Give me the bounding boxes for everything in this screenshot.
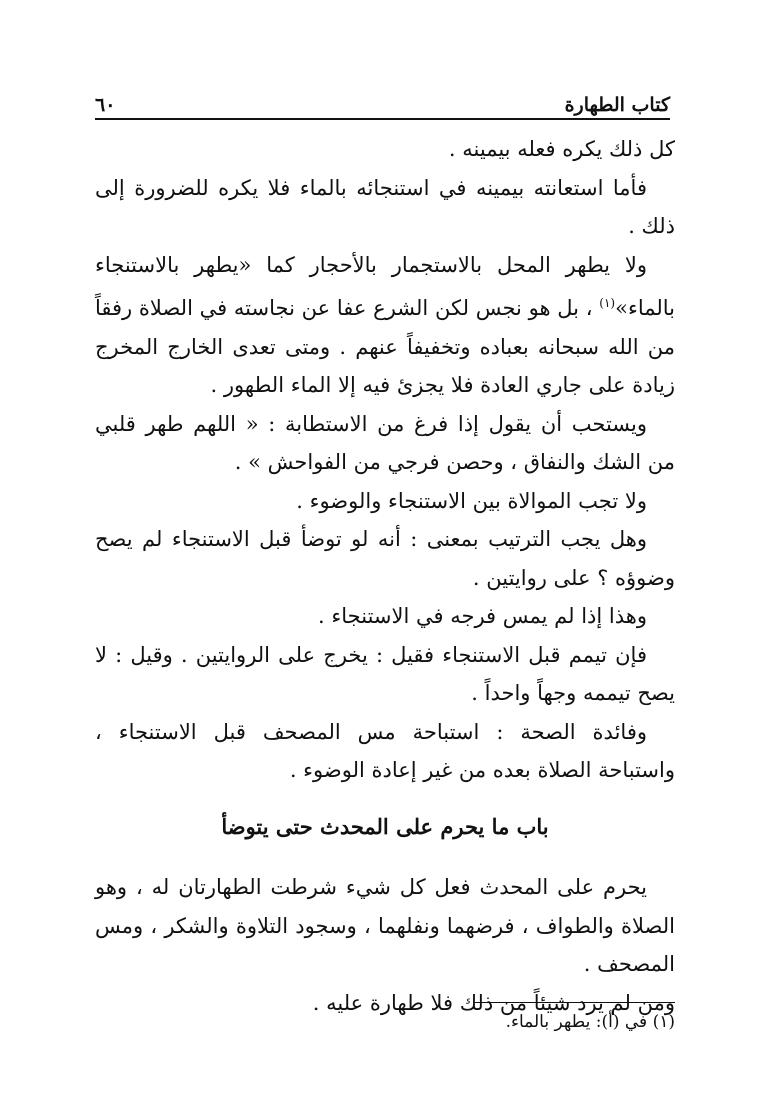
page-number: ٦٠: [95, 94, 116, 116]
paragraph: وهل يجب الترتيب بمعنى : أنه لو توضأ قبل الاستنجاء لم يصح وضوؤه ؟ على روايتين .: [95, 527, 675, 590]
main-text: [95, 130, 675, 1022]
paragraph: وهذا إذا لم يمس فرجه في الاستنجاء .: [318, 604, 647, 628]
page-header: [95, 82, 670, 120]
footnote-reference: (١): [599, 296, 616, 310]
paragraph: ولا تجب الموالاة بين الاستنجاء والوضوء .: [296, 488, 647, 513]
paragraph: فأما استعانته بيمينه في استنجائه بالماء فلا يكره للضرورة إلى ذلك .: [95, 175, 675, 238]
section-heading: باب ما يحرم على المحدث حتى يتوضأ: [221, 813, 549, 839]
paragraph: وفائدة الصحة : استباحة مس المصحف قبل الاستنجاء ، واستباحة الصلاة بعده من غير إعادة الوضوء .: [95, 719, 675, 782]
paragraph-text: ولا يطهر المحل بالاستجمار بالأحجار كما «يطهر بالاستنجاء بالماء»: [95, 252, 675, 320]
paragraph: ويستحب أن يقول إذا فرغ من الاستطابة : « اللهم طهر قلبي من الشك والنفاق ، وحصن فرجي من الفواحش » .: [95, 411, 675, 474]
paragraph-text: ، بل هو نجس لكن الشرع عفا عن نجاسته في الصلاة رفقاً من الله سبحانه بعباده وتخفيفاً عنهم . ومتى تعدى الخارج المخرج زيادة على جاري العادة فلا يجزئ فيه إلا الماء الطهور .: [95, 296, 675, 397]
footnote-divider: [475, 1002, 675, 1003]
paragraph: يحرم على المحدث فعل كل شيء شرطت الطهارتان له ، وهو الصلاة والطواف ، فرضهما ونفلهما ، وسجود التلاوة والشكر ، ومس المصحف .: [95, 875, 675, 976]
footnote: (١) في (أ): يطهر بالماء.: [505, 1012, 675, 1032]
paragraph: كل ذلك يكره فعله بيمينه .: [448, 137, 675, 161]
paragraph-with-footnote: [95, 246, 675, 405]
paragraph: ومن لم يرد شيئاً من ذلك فلا طهارة عليه .: [312, 990, 675, 1015]
chapter-title: كتاب الطهارة: [564, 94, 670, 116]
paragraph: فإن تيمم قبل الاستنجاء فقيل : يخرج على الروايتين . وقيل : لا يصح تيممه وجهاً واحداً .: [95, 642, 675, 705]
